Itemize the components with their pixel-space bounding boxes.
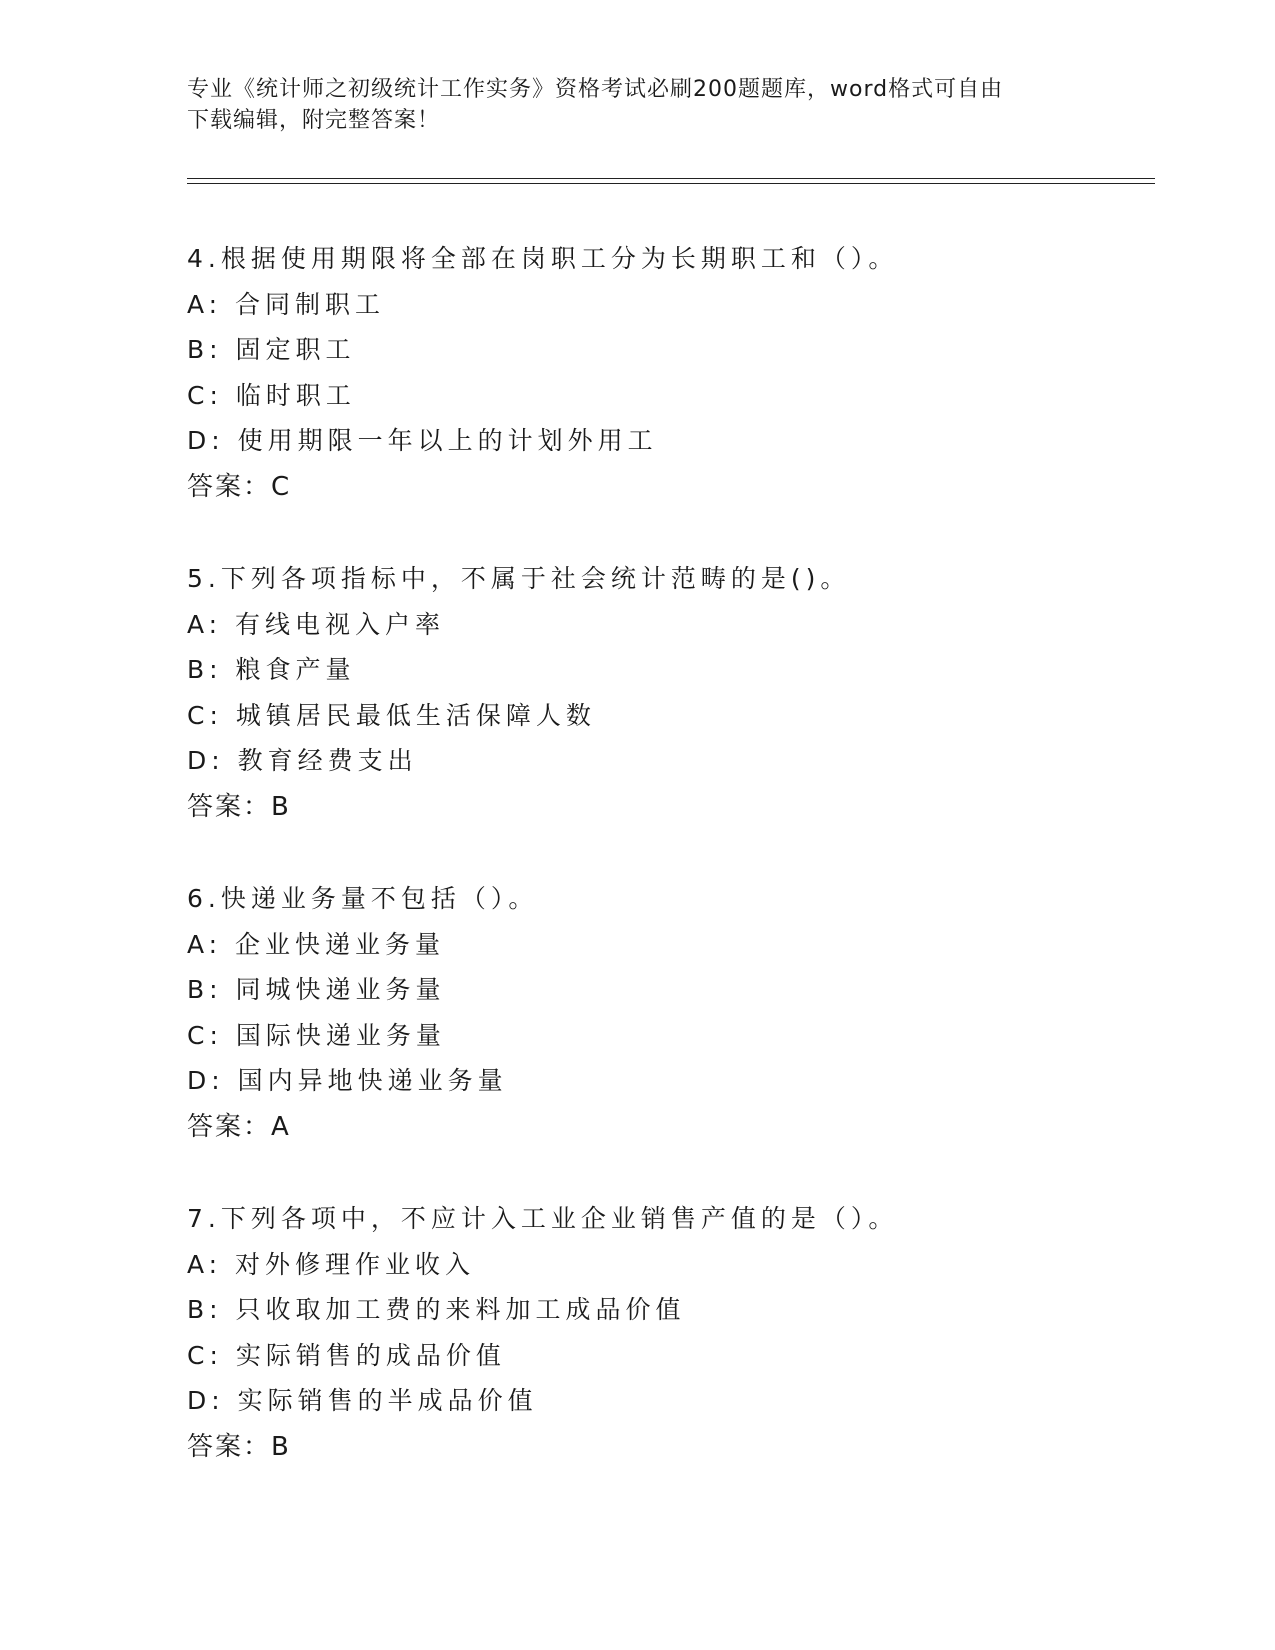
option-d: D: 国内异地快递业务量 [187, 1066, 508, 1095]
option-d: D: 使用期限一年以上的计划外用工 [187, 426, 658, 455]
answer-text: 答案：C [187, 471, 292, 502]
answer-text: 答案：A [187, 1111, 291, 1142]
option-b: B: 粮食产量 [187, 655, 356, 684]
option-c: C: 国际快递业务量 [187, 1020, 446, 1050]
option-b: B: 固定职工 [187, 335, 356, 364]
option-c: C: 实际销售的成品价值 [187, 1340, 506, 1370]
question-stem: 5.下列各项指标中，不属于社会统计范畴的是()。 [187, 564, 851, 593]
option-d: D: 教育经费支出 [187, 746, 418, 775]
question-stem: 7.下列各项中，不应计入工业企业销售产值的是（）。 [187, 1204, 899, 1233]
option-b: B: 同城快递业务量 [187, 975, 446, 1004]
option-a: A: 企业快递业务量 [187, 929, 446, 959]
answer-text: 答案：B [187, 1431, 291, 1462]
document-header [187, 74, 1087, 136]
option-c: C: 城镇居民最低生活保障人数 [187, 700, 596, 730]
question-6 [187, 876, 1147, 1150]
header-line-2: 下载编辑，附完整答案！ [187, 108, 441, 133]
option-c: C: 临时职工 [187, 380, 356, 410]
header-line-1: 专业《统计师之初级统计工作实务》资格考试必刷200题题库，word格式可自由 [187, 77, 1004, 102]
option-a: A: 对外修理作业收入 [187, 1249, 476, 1279]
question-4 [187, 236, 1147, 510]
question-5 [187, 556, 1147, 830]
answer-text: 答案：B [187, 791, 291, 822]
option-d: D: 实际销售的半成品价值 [187, 1386, 538, 1415]
option-a: A: 有线电视入户率 [187, 609, 446, 639]
option-b: B: 只收取加工费的来料加工成品价值 [187, 1295, 686, 1324]
option-a: A: 合同制职工 [187, 289, 386, 319]
header-divider-bottom [187, 183, 1155, 184]
header-divider-top [187, 178, 1155, 179]
question-stem: 4.根据使用期限将全部在岗职工分为长期职工和（）。 [187, 244, 899, 273]
question-7 [187, 1196, 1147, 1470]
question-stem: 6.快递业务量不包括（）。 [187, 884, 539, 913]
